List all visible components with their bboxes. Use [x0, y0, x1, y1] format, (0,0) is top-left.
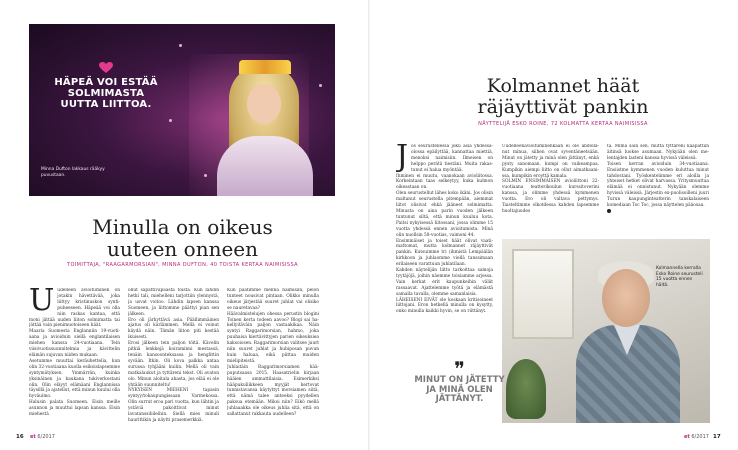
pull-quote-text: MINUT ON JÄTETTY JA MINÄ OLEN JÄTTÄNYT.	[414, 375, 505, 404]
paragraph: Kun päätimme mennä naimisiin, pelon tunteet nousivat pintaan. Olikko minulla oikeus järjestää suuret juhlat vai olisiko se nauretavaa?	[227, 288, 319, 311]
magazine-name: et	[684, 434, 690, 440]
quote-mark-icon: ❞	[454, 357, 465, 381]
paragraph: Juhlaitäin Raggarimorsiamen hääpuputsaasa 2015. Haasatrielin kirjaan hääien ammattilaisia. Esimerkiksi hääpukuliikkeen myyjät kertovat tunnistavansa käytyttyt morsiamen siitä, että nämä talee anteeksi pyydellen paksua etemään. Mikoi niin? Eikö mellä juhlaaakka ole oikeus juhlia sitä, että on sallattanut rakkauta uudelleen?	[227, 364, 319, 418]
actor-face	[602, 269, 650, 327]
article-column-2	[128, 288, 219, 430]
bride-crown	[239, 60, 291, 74]
issue-number: 6/2017	[37, 434, 55, 440]
page-number: 17	[713, 434, 721, 440]
paragraph: Erosi jälkeen tein paljon töitä. Kävelin pitkiä lenkkejä koiraminni mestassä, tenäin kansoonteksassa ja henglittin syvään. Itkin. Oli kova palkka antaa surussa tyhjääni kuilin. Mellä oli vain matkalaukut ja tyttäreni tekst. Oli avaton olo. Minun aloitala ahasta, jos elää ei ole yhtään suunniteltu!	[128, 341, 219, 388]
paragraph: udelleen avioituminen on jotakin hävettävää, joka liittyy kristinuskon syntipuheeseen. Häpeää voi olla niin raskas kantaa, että moni jättää uuden liiton solmimatta tai jättää vain pienimuotoiseen häät.	[29, 288, 120, 329]
article-column-4	[396, 144, 493, 369]
paragraph: Ihminen ei muutu, vaanokaan avioliitossa. Korkeintaan taas selkeytyy, kuka kulmon oikeastaan on.	[396, 173, 493, 191]
photo-sparkle	[169, 119, 172, 122]
paragraph: SOLMIN ENSIMMÄISEN avioliittoni 22-vuotiaana teatterikoulun kurssitoverini kanssa, ja olimme yhdessä kymmenen vuotta. Ero oli valtava pettymys. Taisteltimme olkotdessa kahden lapsemme huoltajuudes	[502, 179, 599, 214]
article-byline: TOIMITTAJA, "RAAGARMORSIAN", MINNA DUFTON, 40 TOISTA KERTAA NAIMISISSA	[66, 262, 298, 268]
end-mark-icon	[607, 209, 611, 213]
photo-sparkle	[319, 84, 322, 87]
paragraph: Kahden näytelijän liitto tarkoittaa samoja tyytäjöjä, joihin näemme toisiamme arjessa. Vain kerkat erit kaupunkeihin välät rassaavat. Ajattelemme työtä ja elämästä samalla tavalla, olemme samanlaisia.	[396, 268, 493, 297]
photo-plant	[506, 359, 546, 419]
article-column-6	[607, 144, 709, 232]
article-column-3	[227, 288, 319, 430]
photo-tagline-box	[51, 62, 161, 110]
bride-photo	[29, 24, 335, 196]
paragraph: Maaria Suomesta Englanniin 19-vuotiaana ja avioiduin siellä englantilaisen miehen kanssa 24-vuotiaana. Tein viisivuotissuunnitelmia ja kävittelin elämän sujuvan niiden mukaan.	[29, 329, 120, 358]
paragraph: Uudelleenavioituminenkaan ei ole abdollanut minua, siihen ovat syventäneetsään. Minut on jätetty ja minä olen jättänyt, enkä pysty sanomaan, kumpi on vaikeampaa. Kumpikin aiempi liitto on ollut aimatkaanissa, kumpikin eroyttä kamala.	[502, 144, 599, 179]
bride-face	[247, 84, 281, 124]
paragraph: LÄHEISENI EIVÄT ole koskaan kritisoineet liittojani. Eron hetkellä minulla on kysytty, onko minulla kaikki hyvin, se on riittänyt.	[396, 297, 493, 315]
paragraph: Ero oli järkyttävä asia. Päällimmäinen ajatus oli kärlämmen. Mellä ei voinut käydä näin. Tämän liiton piti kestää ikuisesti.	[128, 317, 219, 341]
pull-quote	[412, 357, 507, 405]
paragraph: os seurustellessa joku asia yhdessäolossa epäilyttää, kannattaa miettiä, menoksi naimisiin. Ilmeisen on helppo perätä tiestäni. Muita rakastunut ei halua myöntää.	[411, 144, 493, 173]
page-gutter	[368, 0, 370, 450]
paragraph: ollut sapattivapaasta töistä. Kun lähdin hetki tali, miehelleni tarjottiin ylennystä, ja usvat voitoo. Lähdin lapsen kanssa Suomeen, ja liittomme päättyi pian sen jälkeen.	[128, 288, 219, 317]
bride-dress	[217, 136, 313, 196]
paragraph: Olen seurustellut lähes koko ikäni. Jos olisin maltanut seurustella pitempään, aiemmat liitot olisivat ehkä jääneet solmimatta. Minusta on aina parin vuoden jälkeen tuntunut siltä, että minun kuuluu kota. Paitsi nykyisessä liitossani, jossa olimme 15 vuotta yhdessä ennen avioitumista. Minä olin nuollsin 58-vuotias, vaimoni 44.	[396, 191, 493, 238]
paragraph: Toisen kerran avioiduin 34-vuotiaana. Ensiistme kymmenen vuoden kuluttua minut tahdostani. Työskentelimme eri aloilla ja yhteiset hetket olivat harvassa. Yritysmuuttaa elämää ei onnistunut. Nykyään olemme hyvissä väleissä. Järjestin ex-puolisoilleni juuri Turun kaupunginteatterin tanskalaiseen komediaan Toc Toc, jossa näyttelen pääosaa.	[607, 161, 709, 209]
paragraph: Häävalmistelujen ohessa perustin blogini Toinen kerta todeen aavoo? Blogi sai hakellyitäväin paljon vastaakikaa. Näin syntyi Raggarimorsian, hahmo, joka puuhaisa kiertävittyjen parien oikeuksiea kaksoiosen. Raggarimorsian valitsee juurt niin suuret juhlat ja hubiposan puvun kuin haluaa, eikä piittaa muiden mielipiteistä.	[227, 311, 319, 364]
article-headline: Minulla on oikeus uuteen onneen	[92, 215, 273, 261]
paragraph: Asetumme muuttai keräuhettelia, kun olin 32-vuotiaana kuolla esikoislapsemme syntymätyksen. Ymmärrän, kuinka yksinäinen ja kaukana tukiverkostani olin. Olin eläyyt elämäani Englannissa täysillä ja ajatellut, että minun kuului olla hyväuimo.	[29, 358, 120, 400]
paragraph: Halusin palata Suomeen. Eisin meille asunnon ja muuttui lapsan kanssa. Elsin miehestä	[29, 400, 120, 418]
photo-window	[512, 249, 574, 339]
photo-caption: Kolmannella kerralla Esko Roine seurusteli 15 vuotta ennen häitä.	[656, 266, 703, 288]
heart-icon	[99, 62, 113, 74]
paragraph: Ensimmäiset ja toiset häät olivat vaatimattomat, mutta kolmannet räjäyttivät pankin. Kutsuimme tri (ihmistä Lempäälän kirkkoon ja juhlaomme viellä tanssimaan erilaiseen varattuun juhlatilaan.	[396, 238, 493, 268]
photo-sparkle	[179, 44, 182, 47]
article-column-1	[29, 288, 120, 430]
page-number: 16	[16, 434, 24, 440]
photo-caption: Minna Dufton lakkaus rääkyy puvustaan.	[41, 167, 105, 178]
article-column-5	[502, 144, 599, 232]
photo-sparkle	[204, 174, 207, 177]
drop-cap: U	[29, 288, 55, 318]
paragraph: NYKYISEN MIEHENI tapasin syntyy/tokaupungissaan Varmekossa. Olin surrut eroa pari vuotta, kun lähtin ja ystäviä pakoittivat minut lavatanssibileihin. Siellä mies minuli haurittikin ja näytti prasemerkkiä.	[128, 388, 219, 423]
issue-number: 6/2017	[691, 434, 709, 440]
drop-cap: J	[396, 144, 409, 174]
article-headline: Kolmannet häät räjäyttivät pankin	[477, 75, 649, 118]
photo-tagline: HÄPEÄ VOI ESTÄÄ SOLMIMASTA UUTTA LIITTOA.	[54, 77, 158, 110]
article-byline: NÄYTTELIJÄ ESKO ROINE, 72 KOLMATTA KERTAA NAIMISISSA	[478, 121, 648, 127]
magazine-name: et	[30, 434, 36, 440]
folio-magazine	[684, 434, 709, 440]
folio-magazine	[30, 434, 55, 440]
paragraph: ta. Mimä sain sen, mutta tyttäreni kaapattiin äitinsä luokse asumaan. Nykyään olen melentajden lasteni kanssa hyvissä väleissä.	[607, 144, 709, 161]
